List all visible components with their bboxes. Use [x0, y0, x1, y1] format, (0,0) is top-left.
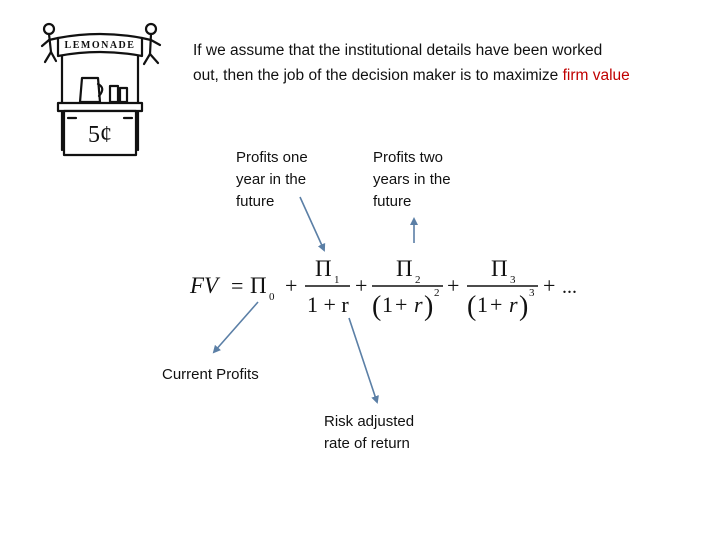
headline-line-2-text: out, then the job of the decision maker is to maximize — [193, 67, 563, 84]
paren-close-3: ) — [519, 291, 529, 322]
formula-pi-1: Π — [315, 256, 332, 281]
firm-value-formula — [189, 256, 577, 322]
formula-denominator-1: 1 + r — [307, 292, 349, 317]
formula-sub-0: 0 — [269, 291, 275, 303]
formula-sub-1: 1 — [334, 274, 340, 286]
formula-plus-2b: + — [395, 292, 408, 317]
formula-pi-2: Π — [396, 256, 413, 281]
formula-r-3: r — [509, 292, 518, 317]
formula-ellipsis: ... — [562, 276, 577, 298]
label-current-profits: Current Profits — [162, 366, 259, 383]
arrow-current-profits — [214, 302, 258, 352]
label-risk-adjusted-line-2: rate of return — [324, 435, 410, 452]
paren-open-3: ( — [467, 291, 477, 322]
label-profits-one-year-line-3: future — [236, 193, 275, 210]
label-profits-one-year-line-1: Profits one — [236, 149, 308, 166]
formula-r-2: r — [414, 292, 423, 317]
formula-exp-2: 2 — [434, 287, 440, 299]
formula-equals: = — [231, 273, 244, 298]
formula-one-3: 1 — [477, 292, 488, 317]
formula-plus-2: + — [355, 273, 368, 298]
label-profits-two-years-line-3: future — [373, 193, 412, 210]
formula-lhs: FV — [190, 273, 219, 298]
formula-plus-4: + — [543, 273, 556, 298]
formula-sub-2: 2 — [415, 274, 421, 286]
arrow-profits-one-year — [300, 197, 324, 250]
label-profits-two-years-line-2: years in the — [373, 171, 451, 188]
headline-line-1: If we assume that the institutional details have been worked — [193, 42, 603, 59]
formula-exp-3: 3 — [529, 287, 535, 299]
formula-sub-3: 3 — [510, 274, 516, 286]
formula-plus-1: + — [285, 273, 298, 298]
label-risk-adjusted-line-1: Risk adjusted — [324, 413, 415, 430]
lemonade-sign-text: LEMONADE — [64, 40, 136, 51]
formula-pi-3: Π — [491, 256, 508, 281]
formula-plus-3b: + — [490, 292, 503, 317]
label-profits-two-years-line-1: Profits two — [373, 149, 444, 166]
formula-plus-3: + — [447, 273, 460, 298]
pitcher-icon — [80, 78, 100, 102]
paren-close-2: ) — [424, 291, 434, 322]
price-text: 5¢ — [88, 122, 112, 148]
formula-pi-0: Π — [250, 273, 267, 298]
label-profits-one-year-line-2: year in the — [236, 171, 307, 188]
formula-one-2: 1 — [382, 292, 393, 317]
stick-figure-right-icon — [142, 24, 160, 64]
paren-open-2: ( — [372, 291, 382, 322]
stick-figure-left-icon — [42, 24, 58, 62]
arrow-risk-adjusted — [349, 318, 377, 402]
firm-value-highlight: firm value — [562, 67, 630, 84]
